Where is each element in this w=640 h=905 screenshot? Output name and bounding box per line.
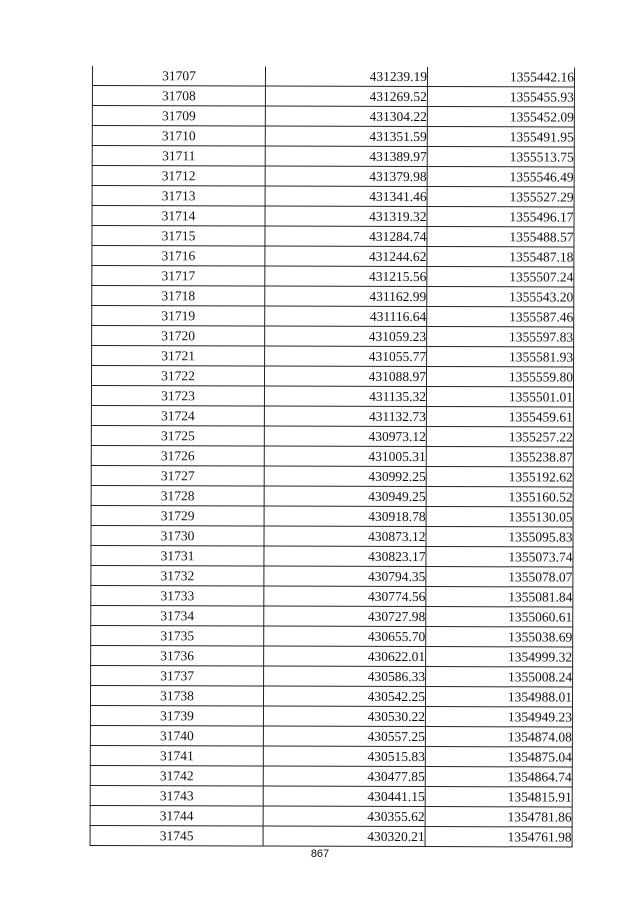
x-coordinate-cell: 430320.21 (263, 826, 425, 847)
point-id-cell: 31709 (92, 106, 265, 127)
table-row (92, 306, 574, 328)
y-coordinate-cell: 1355130.05 (426, 507, 573, 527)
table-row (92, 226, 574, 248)
coordinate-table (90, 66, 575, 848)
point-id-cell: 31722 (91, 366, 264, 387)
point-id-cell: 31745 (90, 825, 263, 846)
point-id-cell: 31719 (92, 306, 265, 327)
x-coordinate-cell: 430727.98 (264, 606, 426, 627)
point-id-cell: 31736 (91, 645, 264, 666)
y-coordinate-cell: 1355073.74 (426, 547, 573, 567)
point-id-cell: 31743 (90, 785, 263, 806)
x-coordinate-cell: 431135.32 (264, 386, 426, 407)
point-id-cell: 31707 (92, 66, 265, 86)
y-coordinate-cell: 1355597.83 (427, 327, 574, 347)
table-row (91, 366, 573, 388)
x-coordinate-cell: 430949.25 (264, 486, 426, 507)
y-coordinate-cell: 1354875.04 (425, 747, 572, 767)
x-coordinate-cell: 430586.33 (264, 666, 426, 687)
table-row (92, 126, 574, 148)
x-coordinate-cell: 431389.97 (265, 146, 427, 167)
point-id-cell: 31729 (91, 505, 264, 526)
y-coordinate-cell: 1355455.93 (427, 87, 574, 107)
table-row (92, 206, 574, 228)
point-id-cell: 31715 (92, 226, 265, 247)
y-coordinate-cell: 1355095.83 (426, 527, 573, 547)
x-coordinate-cell: 430542.25 (263, 686, 425, 707)
point-id-cell: 31727 (91, 465, 264, 486)
table-row (91, 505, 573, 527)
x-coordinate-cell: 431055.77 (265, 346, 427, 367)
table-row (92, 106, 574, 128)
x-coordinate-cell: 431132.73 (264, 406, 426, 427)
x-coordinate-cell: 431319.32 (265, 206, 427, 227)
y-coordinate-cell: 1354949.23 (425, 707, 572, 727)
table-row (92, 286, 574, 308)
y-coordinate-cell: 1355487.18 (427, 247, 574, 267)
y-coordinate-cell: 1355587.46 (427, 307, 574, 327)
y-coordinate-cell: 1355008.24 (426, 667, 573, 687)
point-id-cell: 31710 (92, 126, 265, 147)
point-id-cell: 31721 (92, 346, 265, 367)
point-id-cell: 31730 (91, 525, 264, 546)
y-coordinate-cell: 1355513.75 (427, 147, 574, 167)
y-coordinate-cell: 1355078.07 (426, 567, 573, 587)
point-id-cell: 31708 (92, 86, 265, 107)
table-row (92, 166, 574, 188)
table-row (92, 66, 574, 87)
x-coordinate-cell: 431351.59 (265, 126, 427, 147)
point-id-cell: 31725 (91, 425, 264, 446)
table-row (91, 386, 573, 408)
point-id-cell: 31732 (91, 565, 264, 586)
y-coordinate-cell: 1355038.69 (426, 627, 573, 647)
x-coordinate-cell: 431005.31 (264, 446, 426, 467)
y-coordinate-cell: 1355501.01 (426, 387, 573, 407)
page-number: 867 (310, 848, 330, 860)
point-id-cell: 31741 (90, 745, 263, 766)
x-coordinate-cell: 431269.52 (265, 86, 427, 107)
x-coordinate-cell: 431088.97 (264, 366, 426, 387)
y-coordinate-cell: 1354761.98 (425, 827, 572, 847)
table-row (91, 465, 573, 487)
table-row (91, 625, 573, 647)
y-coordinate-cell: 1355491.95 (427, 127, 574, 147)
table-row (92, 326, 574, 348)
point-id-cell: 31718 (92, 286, 265, 307)
x-coordinate-cell: 430918.78 (264, 506, 426, 527)
point-id-cell: 31731 (91, 545, 264, 566)
x-coordinate-cell: 430355.62 (263, 806, 425, 827)
x-coordinate-cell: 430823.17 (264, 546, 426, 567)
table-row (92, 146, 574, 168)
y-coordinate-cell: 1355559.80 (426, 367, 573, 387)
table-row (92, 346, 574, 368)
y-coordinate-cell: 1354864.74 (425, 767, 572, 787)
x-coordinate-cell: 431284.74 (265, 226, 427, 247)
y-coordinate-cell: 1355496.17 (427, 207, 574, 227)
table-row (90, 765, 572, 787)
table-row (91, 565, 573, 587)
table-row (92, 86, 574, 108)
table-row (91, 485, 573, 507)
y-coordinate-cell: 1355581.93 (427, 347, 574, 367)
x-coordinate-cell: 430655.70 (264, 626, 426, 647)
coordinate-table-body (90, 66, 574, 847)
table-row (92, 266, 574, 288)
point-id-cell: 31735 (91, 625, 264, 646)
x-coordinate-cell: 430515.83 (263, 746, 425, 767)
y-coordinate-cell: 1355488.57 (427, 227, 574, 247)
y-coordinate-cell: 1355527.29 (427, 187, 574, 207)
y-coordinate-cell: 1355081.84 (426, 587, 573, 607)
table-row (90, 685, 572, 707)
y-coordinate-cell: 1354815.91 (425, 787, 572, 807)
table-row (91, 585, 573, 607)
x-coordinate-cell: 431379.98 (265, 166, 427, 187)
table-row (91, 425, 573, 447)
point-id-cell: 31713 (92, 186, 265, 207)
point-id-cell: 31734 (91, 605, 264, 626)
point-id-cell: 31740 (90, 725, 263, 746)
x-coordinate-cell: 431215.56 (265, 266, 427, 287)
table-row (91, 545, 573, 567)
x-coordinate-cell: 430557.25 (263, 726, 425, 747)
point-id-cell: 31726 (91, 445, 264, 466)
y-coordinate-cell: 1355192.62 (426, 467, 573, 487)
x-coordinate-cell: 431059.23 (265, 326, 427, 347)
x-coordinate-cell: 431244.62 (265, 246, 427, 267)
y-coordinate-cell: 1354999.32 (426, 647, 573, 667)
point-id-cell: 31716 (92, 246, 265, 267)
point-id-cell: 31744 (90, 805, 263, 826)
point-id-cell: 31723 (91, 386, 264, 407)
y-coordinate-cell: 1354988.01 (425, 687, 572, 707)
table-row (90, 725, 572, 747)
table-row (90, 805, 572, 827)
x-coordinate-cell: 430794.35 (264, 566, 426, 587)
table-row (91, 525, 573, 547)
table-row (91, 665, 573, 687)
point-id-cell: 31742 (90, 765, 263, 786)
table-row (91, 605, 573, 627)
x-coordinate-cell: 430477.85 (263, 766, 425, 787)
x-coordinate-cell: 430873.12 (264, 526, 426, 547)
y-coordinate-cell: 1355257.22 (426, 427, 573, 447)
table-row (91, 445, 573, 467)
point-id-cell: 31738 (90, 685, 263, 706)
point-id-cell: 31737 (91, 665, 264, 686)
point-id-cell: 31720 (92, 326, 265, 347)
y-coordinate-cell: 1354781.86 (425, 807, 572, 827)
x-coordinate-cell: 431116.64 (265, 306, 427, 327)
x-coordinate-cell: 430774.56 (264, 586, 426, 607)
y-coordinate-cell: 1354874.08 (425, 727, 572, 747)
y-coordinate-cell: 1355459.61 (426, 407, 573, 427)
x-coordinate-cell: 430992.25 (264, 466, 426, 487)
x-coordinate-cell: 431239.19 (265, 67, 427, 87)
x-coordinate-cell: 431341.46 (265, 186, 427, 207)
point-id-cell: 31739 (90, 705, 263, 726)
table-row (90, 785, 572, 807)
x-coordinate-cell: 430622.01 (264, 646, 426, 667)
table-row (90, 705, 572, 727)
table-row (91, 405, 573, 427)
point-id-cell: 31711 (92, 146, 265, 167)
y-coordinate-cell: 1355452.09 (427, 107, 574, 127)
x-coordinate-cell: 430441.15 (263, 786, 425, 807)
table-row (91, 645, 573, 667)
x-coordinate-cell: 430530.22 (263, 706, 425, 727)
point-id-cell: 31728 (91, 485, 264, 506)
x-coordinate-cell: 430973.12 (264, 426, 426, 447)
x-coordinate-cell: 431304.22 (265, 106, 427, 127)
y-coordinate-cell: 1355442.16 (427, 67, 574, 87)
y-coordinate-cell: 1355543.20 (427, 287, 574, 307)
x-coordinate-cell: 431162.99 (265, 286, 427, 307)
point-id-cell: 31724 (91, 405, 264, 426)
point-id-cell: 31733 (91, 585, 264, 606)
table-row (92, 186, 574, 208)
point-id-cell: 31714 (92, 206, 265, 227)
point-id-cell: 31712 (92, 166, 265, 187)
y-coordinate-cell: 1355160.52 (426, 487, 573, 507)
y-coordinate-cell: 1355060.61 (426, 607, 573, 627)
point-id-cell: 31717 (92, 266, 265, 287)
table-row (90, 825, 572, 847)
table-row (90, 745, 572, 767)
table-row (92, 246, 574, 268)
y-coordinate-cell: 1355507.24 (427, 267, 574, 287)
y-coordinate-cell: 1355238.87 (426, 447, 573, 467)
y-coordinate-cell: 1355546.49 (427, 167, 574, 187)
